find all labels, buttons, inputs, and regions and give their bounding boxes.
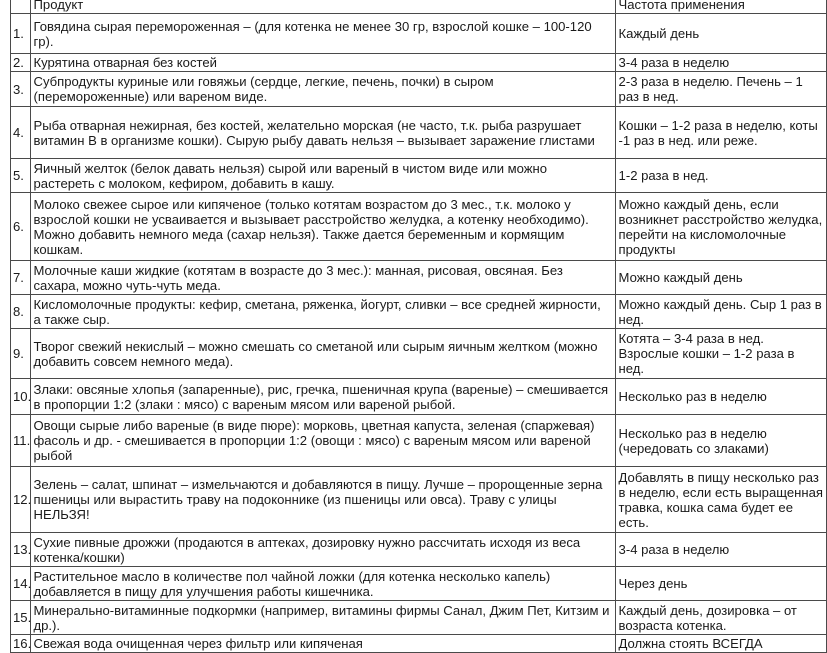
row-number: 13. — [11, 533, 31, 567]
row-product: Творог свежий некислый – можно смешать со сметаной или сырым яичным желтком (можно добавить совсем немного меда). — [30, 329, 615, 379]
table-row — [11, 379, 827, 415]
table-row — [11, 329, 827, 379]
row-frequency: Кошки – 1-2 раза в неделю, коты -1 раз в нед. или реже. — [615, 107, 826, 159]
header-product: Продукт — [30, 0, 615, 14]
row-number: 3. — [11, 72, 31, 107]
table-row — [11, 533, 827, 567]
row-product: Молочные каши жидкие (котятам в возрасте до 3 мес.): манная, рисовая, овсяная. Без сахара, можно чуть-чуть меда. — [30, 261, 615, 295]
table-row — [11, 107, 827, 159]
feeding-table — [10, 0, 827, 653]
row-number: 12. — [11, 467, 31, 533]
row-product: Минерально-витаминные подкормки (например, витамины фирмы Санал, Джим Пет, Китзим и др.). — [30, 601, 615, 635]
table-row — [11, 14, 827, 54]
row-frequency: Можно каждый день — [615, 261, 826, 295]
header-number — [11, 0, 31, 14]
row-frequency: 3-4 раза в неделю — [615, 533, 826, 567]
table-row — [11, 54, 827, 72]
row-frequency: Каждый день — [615, 14, 826, 54]
row-product: Овощи сырые либо вареные (в виде пюре): морковь, цветная капуста, зеленая (спаржевая) фасоль и др. - смешивается в пропорции 1:2 (овощи : мясо) с вареным мясом или вареной рыбой — [30, 415, 615, 467]
row-frequency: Через день — [615, 567, 826, 601]
row-number: 14. — [11, 567, 31, 601]
row-frequency: Можно каждый день, если возникнет расстройство желудка, перейти на кисломолочные продукты — [615, 193, 826, 261]
row-number: 4. — [11, 107, 31, 159]
row-frequency: Котята – 3-4 раза в нед. Взрослые кошки – 1-2 раза в нед. — [615, 329, 826, 379]
row-number: 8. — [11, 295, 31, 329]
row-product: Субпродукты куриные или говяжьи (сердце, легкие, печень, почки) в сыром (перемороженные) или вареном виде. — [30, 72, 615, 107]
row-product: Злаки: овсяные хлопья (запаренные), рис, гречка, пшеничная крупа (вареные) – смешивается в пропорции 1:2 (злаки : мясо) с вареным мясом или вареной рыбой. — [30, 379, 615, 415]
table-row — [11, 72, 827, 107]
header-frequency: Частота применения — [615, 0, 826, 14]
table-row — [11, 193, 827, 261]
row-number: 6. — [11, 193, 31, 261]
row-frequency: 2-3 раза в неделю. Печень – 1 раз в нед. — [615, 72, 826, 107]
row-number: 1. — [11, 14, 31, 54]
row-number: 15. — [11, 601, 31, 635]
row-product: Курятина отварная без костей — [30, 54, 615, 72]
row-product: Говядина сырая перемороженная – (для котенка не менее 30 гр, взрослой кошке – 100-120 гр). — [30, 14, 615, 54]
row-product: Рыба отварная нежирная, без костей, желательно морская (не часто, т.к. рыба разрушает витамин В в организме кошки). Сырую рыбу давать нельзя – вызывает заражение глистами — [30, 107, 615, 159]
table-row — [11, 261, 827, 295]
table-row — [11, 635, 827, 653]
row-frequency: Несколько раз в неделю — [615, 379, 826, 415]
row-frequency: Можно каждый день. Сыр 1 раз в нед. — [615, 295, 826, 329]
row-product: Кисломолочные продукты: кефир, сметана, ряженка, йогурт, сливки – все средней жирности, а также сыр. — [30, 295, 615, 329]
row-number: 9. — [11, 329, 31, 379]
row-number: 7. — [11, 261, 31, 295]
row-number: 11. — [11, 415, 31, 467]
row-number: 2. — [11, 54, 31, 72]
row-product: Яичный желток (белок давать нельзя) сырой или вареный в чистом виде или можно растереть с молоком, кефиром, добавить в кашу. — [30, 159, 615, 193]
row-frequency: Несколько раз в неделю (чередовать со злаками) — [615, 415, 826, 467]
row-frequency: Должна стоять ВСЕГДА — [615, 635, 826, 653]
table-row — [11, 415, 827, 467]
table-row — [11, 467, 827, 533]
row-frequency: Добавлять в пищу несколько раз в неделю, если есть выращенная травка, кошка сама будет ее есть. — [615, 467, 826, 533]
row-product: Свежая вода очищенная через фильтр или кипяченая — [30, 635, 615, 653]
row-number: 5. — [11, 159, 31, 193]
row-product: Молоко свежее сырое или кипяченое (только котятам возрастом до 3 мес., т.к. молоко у взрослой кошки не усваивается и вызывает расстройство желудка, а котенку необходимо). Можно добавить немного меда (сахар нельзя). Также дается беременным и кормящим кошкам. — [30, 193, 615, 261]
table-row — [11, 567, 827, 601]
row-frequency: 1-2 раза в нед. — [615, 159, 826, 193]
row-frequency: 3-4 раза в неделю — [615, 54, 826, 72]
row-product: Растительное масло в количестве пол чайной ложки (для котенка несколько капель) добавляется в пищу для улучшения работы кишечника. — [30, 567, 615, 601]
table-header-row — [11, 0, 827, 14]
row-number: 10. — [11, 379, 31, 415]
table-row — [11, 159, 827, 193]
row-product: Зелень – салат, шпинат – измельчаются и добавляются в пищу. Лучше – пророщенные зерна пшеницы или вырастить траву на подоконнике (из пшеницы или овса). Траву с улицы НЕЛЬЗЯ! — [30, 467, 615, 533]
row-frequency: Каждый день, дозировка – от возраста котенка. — [615, 601, 826, 635]
row-product: Сухие пивные дрожжи (продаются в аптеках, дозировку нужно рассчитать исходя из веса котенка/кошки) — [30, 533, 615, 567]
table-row — [11, 601, 827, 635]
row-number: 16. — [11, 635, 31, 653]
table-row — [11, 295, 827, 329]
